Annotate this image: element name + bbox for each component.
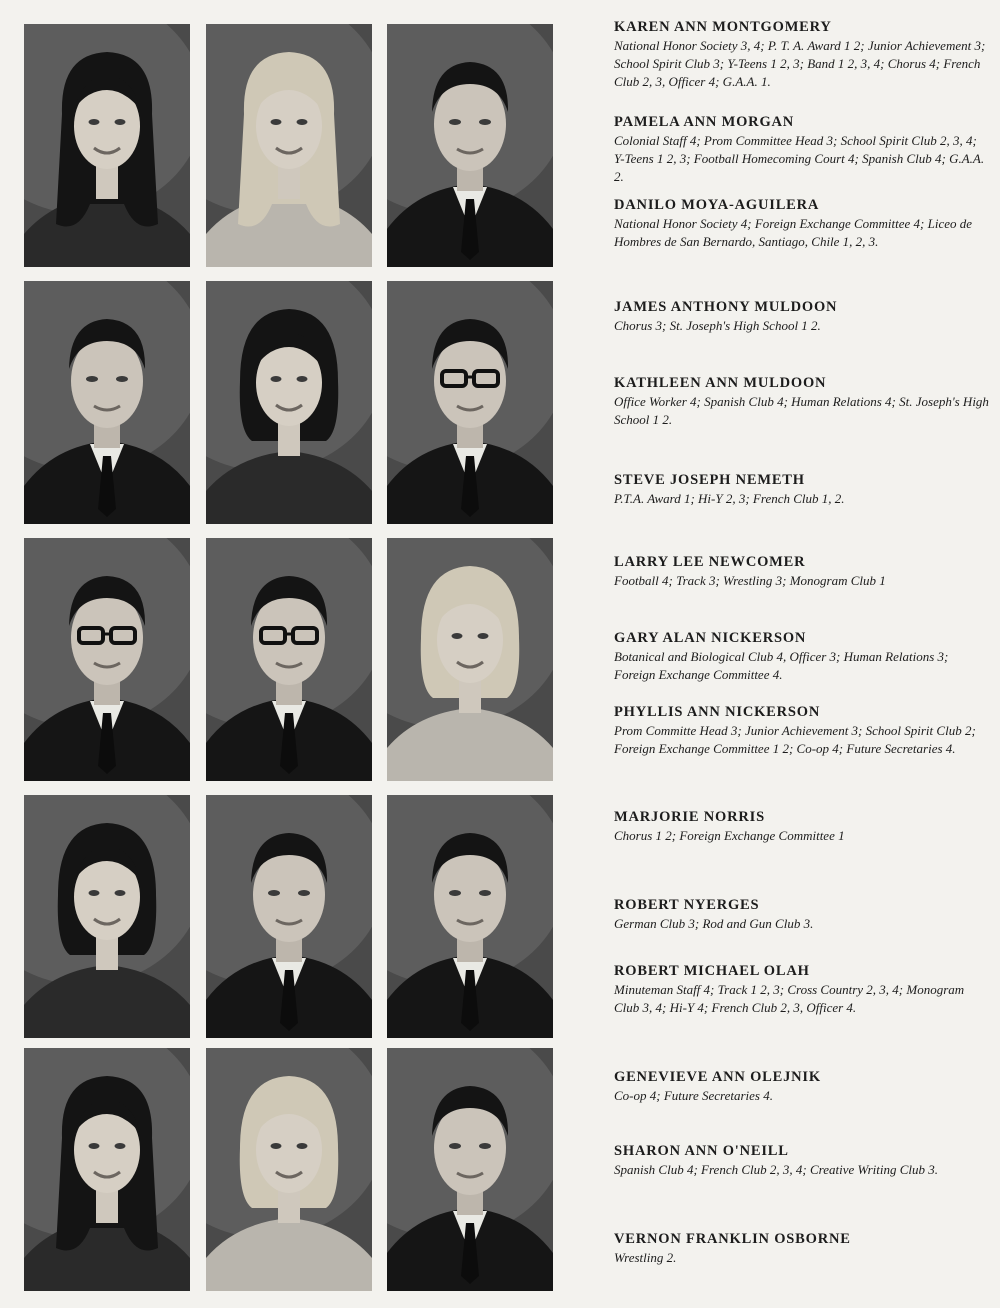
student-name: GENEVIEVE ANN OLEJNIK [614,1069,821,1085]
portrait-kathleen-ann-muldoon [206,281,372,524]
student-entry [614,374,990,429]
student-name: DANILO MOYA-AGUILERA [614,197,820,213]
student-activities: Football 4; Track 3; Wrestling 3; Monogram Club 1 [614,573,886,588]
student-activities: Wrestling 2. [614,1250,677,1265]
student-name: ROBERT MICHAEL OLAH [614,963,810,979]
student-name: LARRY LEE NEWCOMER [614,554,806,570]
portrait-sharon-ann-oneill [206,1048,372,1291]
student-entry [614,113,990,186]
student-name: JAMES ANTHONY MULDOON [614,299,838,315]
portrait-vernon-franklin-osborne [387,1048,553,1291]
portrait-genevieve-ann-olejnik [24,1048,190,1291]
student-activities: German Club 3; Rod and Gun Club 3. [614,916,814,931]
student-name: KATHLEEN ANN MULDOON [614,375,827,391]
student-entry [614,298,990,335]
student-name: GARY ALAN NICKERSON [614,630,807,646]
student-name: SHARON ANN O'NEILL [614,1143,789,1159]
student-activities: Office Worker 4; Spanish Club 4; Human Relations 4; St. Joseph's High School 1 2. [614,394,989,427]
student-activities: National Honor Society 4; Foreign Exchange Committee 4; Liceo de Hombres de San Bernardo, Santiago, Chile 1, 2, 3. [614,216,973,249]
student-entry [614,1142,990,1179]
portrait-danilo-moya-aguilera [387,24,553,267]
portrait-robert-nyerges [206,795,372,1038]
portrait-pamela-ann-morgan [206,24,372,267]
student-entry [614,629,990,684]
student-activities: National Honor Society 3, 4; P. T. A. Award 1 2; Junior Achievement 3; School Spirit Club 3; Y-Teens 1 2, 3; Band 1 2, 3, 4; Chorus 4; French Club 2, 3, Officer 4; G.A.A. 1. [614,38,986,89]
student-activities: P.T.A. Award 1; Hi-Y 2, 3; French Club 1, 2. [614,491,845,506]
student-activities: Botanical and Biological Club 4, Officer 3; Human Relations 3; Foreign Exchange Committee 4. [614,649,949,682]
portrait-larry-lee-newcomer [24,538,190,781]
student-name: STEVE JOSEPH NEMETH [614,472,805,488]
portrait-steve-joseph-nemeth [387,281,553,524]
student-entry [614,196,990,251]
portrait-marjorie-norris [24,795,190,1038]
student-activities: Colonial Staff 4; Prom Committee Head 3; School Spirit Club 2, 3, 4; Y-Teens 1 2, 3; Football Homecoming Court 4; Spanish Club 4; G.A.A. 2. [614,133,985,184]
student-entry [614,1068,990,1105]
portrait-phyllis-ann-nickerson [387,538,553,781]
student-name: PHYLLIS ANN NICKERSON [614,704,821,720]
student-entry [614,808,990,845]
student-entry [614,1230,990,1267]
portrait-karen-ann-montgomery [24,24,190,267]
student-activities: Chorus 1 2; Foreign Exchange Committee 1 [614,828,845,843]
student-activities: Prom Committe Head 3; Junior Achievement 3; School Spirit Club 2; Foreign Exchange Committee 1 2; Co-op 4; Future Secretaries 4. [614,723,976,756]
student-entry [614,471,990,508]
student-name: VERNON FRANKLIN OSBORNE [614,1231,851,1247]
student-entry [614,703,990,758]
student-entry [614,896,990,933]
student-entry [614,962,990,1017]
student-activities: Chorus 3; St. Joseph's High School 1 2. [614,318,821,333]
student-entry [614,18,990,91]
student-activities: Spanish Club 4; French Club 2, 3, 4; Creative Writing Club 3. [614,1162,939,1177]
portrait-robert-michael-olah [387,795,553,1038]
student-activities: Co-op 4; Future Secretaries 4. [614,1088,773,1103]
student-name: KAREN ANN MONTGOMERY [614,19,832,35]
student-entry [614,553,990,590]
student-name: PAMELA ANN MORGAN [614,114,795,130]
student-name: ROBERT NYERGES [614,897,760,913]
student-name: MARJORIE NORRIS [614,809,765,825]
portrait-gary-alan-nickerson [206,538,372,781]
student-activities: Minuteman Staff 4; Track 1 2, 3; Cross Country 2, 3, 4; Monogram Club 3, 4; Hi-Y 4; French Club 2, 3, Officer 4. [614,982,965,1015]
portrait-james-anthony-muldoon [24,281,190,524]
